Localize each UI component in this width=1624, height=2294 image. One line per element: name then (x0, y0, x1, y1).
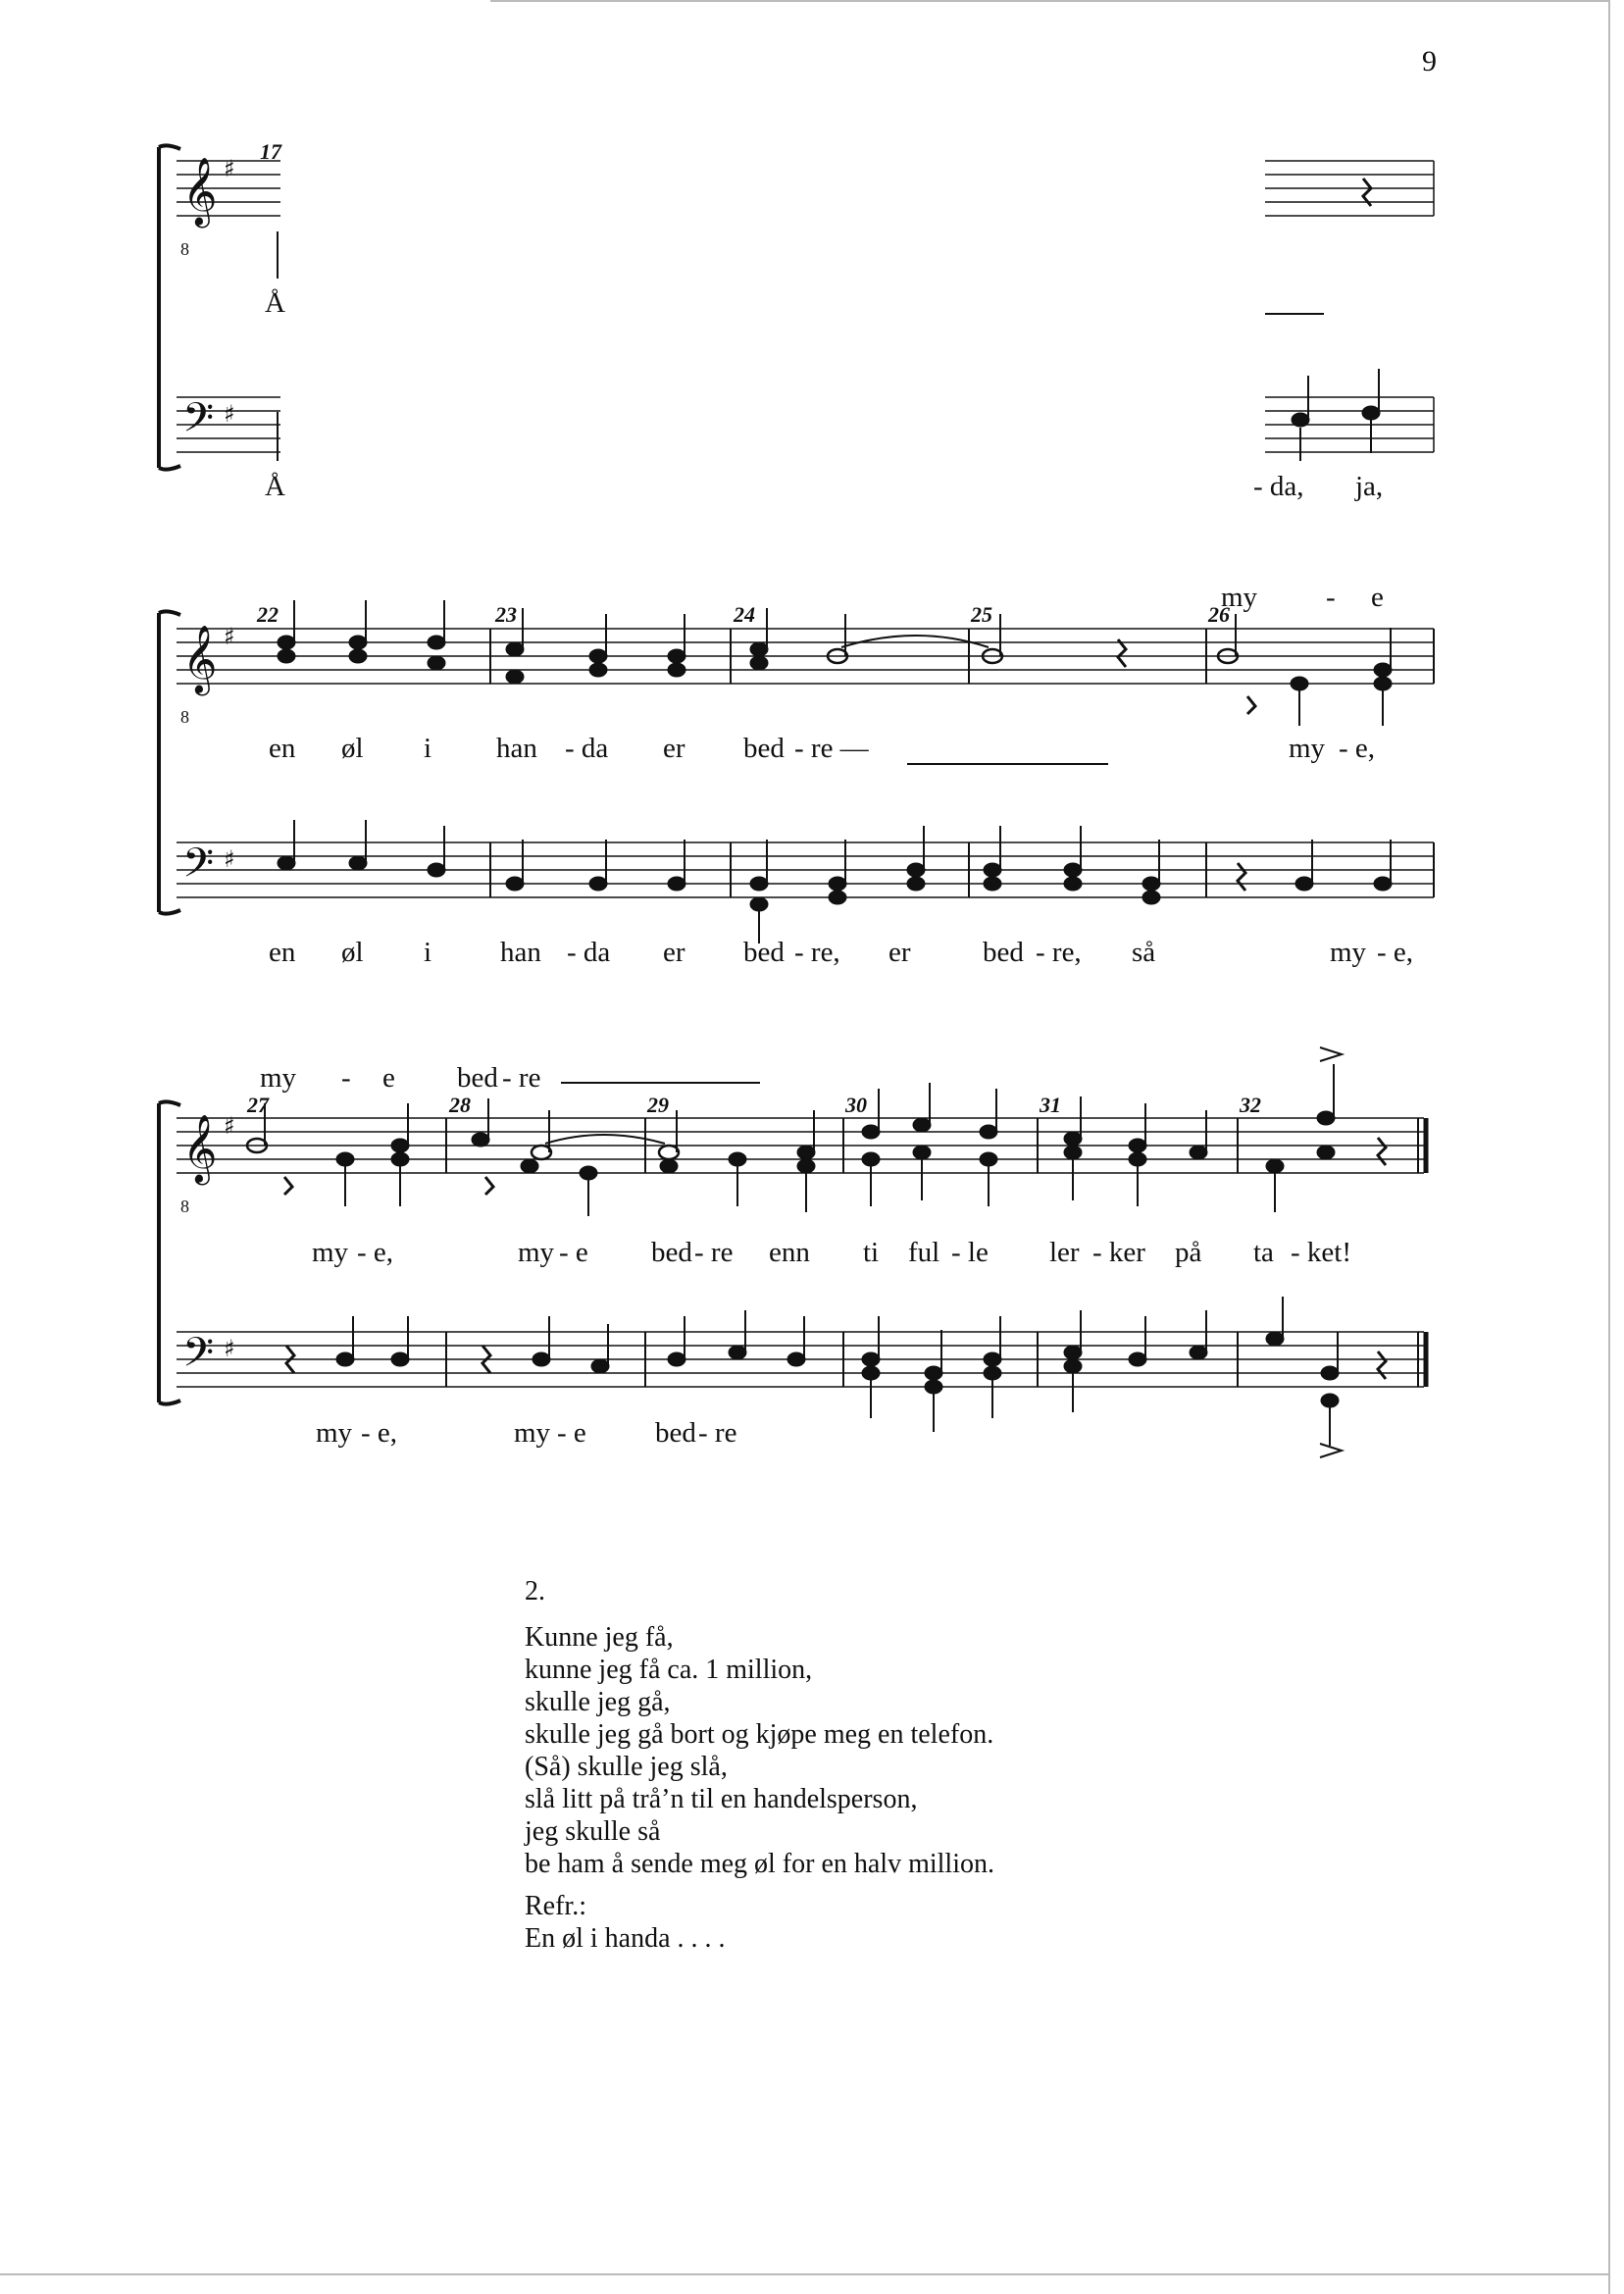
verse-line: Kunne jeg få, (525, 1622, 674, 1653)
lyric-above: - re (502, 1062, 541, 1094)
lyric: bed (651, 1237, 692, 1268)
lyric: - e, (1339, 733, 1376, 764)
measure-number: 22 (257, 602, 279, 627)
lyric: - e (559, 1237, 588, 1268)
measure-number: 17 (260, 139, 281, 164)
svg-text:𝄢: 𝄢 (182, 394, 215, 451)
lyric: - re, (794, 937, 840, 968)
verse-line: skulle jeg gå bort og kjøpe meg en telefon. (525, 1719, 994, 1750)
lyric: bed (655, 1417, 696, 1449)
half-notes-upper-3 (247, 1139, 679, 1159)
verse-line: skulle jeg gå, (525, 1687, 671, 1717)
svg-text:♯: ♯ (224, 1112, 235, 1140)
lyric: i (424, 937, 432, 968)
lyric: øl (341, 733, 364, 764)
lyric: - da (567, 937, 611, 968)
lyric-above: my (1221, 582, 1258, 613)
lyric: er (888, 937, 911, 968)
lyric: - da (565, 733, 609, 764)
lyric: Å (265, 287, 285, 319)
lyric: han (496, 733, 537, 764)
lyric: bed (983, 937, 1024, 968)
verse-line: kunne jeg få ca. 1 million, (525, 1655, 813, 1685)
measure-number: 23 (495, 602, 517, 627)
measure-number: 31 (1040, 1093, 1061, 1117)
lyric: my (1330, 937, 1367, 968)
accent (1320, 1047, 1342, 1061)
lyric: ler (1049, 1237, 1080, 1268)
page-number: 9 (1422, 45, 1437, 77)
svg-text:𝄞: 𝄞 (182, 157, 218, 226)
lyric-above: - (341, 1062, 351, 1094)
svg-text:𝄢: 𝄢 (182, 1329, 215, 1386)
lyric-above: - (1326, 582, 1336, 613)
stems-upper-3 (265, 1064, 1334, 1216)
lyric: - e, (1377, 937, 1414, 968)
clefs-system-2 (180, 623, 235, 896)
lyric: ti (863, 1237, 880, 1268)
lyric-above: bed (457, 1062, 498, 1094)
lyric: my (518, 1237, 555, 1268)
lyric: - da, (1253, 471, 1304, 502)
verse-line: (Så) skulle jeg slå, (525, 1752, 728, 1782)
lyric: en (269, 733, 296, 764)
lyric: - le (951, 1237, 989, 1268)
upper-lyrics-3 (312, 1237, 1351, 1268)
lower-lyrics-2 (269, 937, 1413, 968)
rest (286, 1346, 1386, 1379)
lyric-above: e (1371, 582, 1384, 613)
verse-2 (525, 1575, 994, 1955)
note (1292, 413, 1309, 427)
lyric: ja, (1355, 471, 1384, 502)
lyric: - re (694, 1237, 734, 1268)
lyric: my (316, 1417, 353, 1449)
system-bracket (159, 145, 180, 469)
system-2 (159, 600, 1434, 943)
verse-line: be ham å sende meg øl for en halv million. (525, 1849, 994, 1879)
lyric: i (424, 733, 432, 764)
lyric: er (663, 937, 685, 968)
refrain-label: Refr.: (525, 1891, 586, 1921)
lyric: en (269, 937, 296, 968)
measure-number: 25 (971, 602, 992, 627)
measure-number: 27 (247, 1093, 269, 1117)
lyric-above: e (382, 1062, 395, 1094)
svg-text:𝄢: 𝄢 (182, 840, 215, 896)
note (1362, 406, 1380, 420)
measure-number: 29 (647, 1093, 669, 1117)
lyric: - ket! (1291, 1237, 1351, 1268)
svg-text:𝄞: 𝄞 (182, 625, 218, 693)
tie (841, 636, 989, 647)
verse-number: 2. (525, 1576, 545, 1606)
verse-line: jeg skulle så (525, 1816, 661, 1847)
lyric: bed (743, 733, 785, 764)
lyric: my (312, 1237, 349, 1268)
svg-text:♯: ♯ (224, 1335, 235, 1362)
lyric: - ker (1092, 1237, 1145, 1268)
lyric: - e, (361, 1417, 398, 1449)
svg-text:𝄞: 𝄞 (182, 1114, 218, 1183)
tie (545, 1135, 665, 1144)
measure-number: 28 (449, 1093, 471, 1117)
lower-lyrics-3 (316, 1417, 736, 1449)
lyric: øl (341, 937, 364, 968)
svg-text:♯: ♯ (224, 845, 235, 873)
system-1 (159, 145, 1434, 469)
stems-lower-3 (353, 1297, 1338, 1446)
lyric: - e, (357, 1237, 394, 1268)
lyric: han (500, 937, 541, 968)
clefs-system-3 (180, 1112, 235, 1386)
clefs-system-1 (180, 155, 235, 451)
lyric: - re, (1036, 937, 1082, 968)
refrain-text: En øl i handa . . . . (525, 1923, 726, 1954)
lyric-above: my (260, 1062, 297, 1094)
lyric: bed (743, 937, 785, 968)
measure-number: 30 (845, 1093, 867, 1117)
svg-text:♯: ♯ (224, 400, 235, 428)
svg-text:8: 8 (180, 707, 189, 727)
verse-line: slå litt på trå’n til en handelsperson, (525, 1784, 918, 1814)
lyric: på (1175, 1237, 1202, 1268)
lyric: - re — (794, 733, 869, 764)
lyric: ful (908, 1237, 940, 1268)
lyric: enn (769, 1237, 810, 1268)
upper-lyrics-2 (269, 733, 1375, 764)
staff-lower (177, 397, 1434, 452)
lyric: Å (265, 471, 285, 502)
accent (1320, 1444, 1342, 1457)
lyric: my (1289, 733, 1326, 764)
lyric: my (514, 1417, 551, 1449)
lyric: - re (698, 1417, 737, 1449)
measure-number: 32 (1240, 1093, 1261, 1117)
svg-text:8: 8 (180, 1197, 189, 1216)
measure-number: 26 (1208, 602, 1230, 627)
svg-text:8: 8 (180, 239, 189, 259)
lyric: - e (557, 1417, 586, 1449)
svg-text:♯: ♯ (224, 623, 235, 650)
staff-upper (177, 161, 1434, 216)
lyric: ta (1253, 1237, 1274, 1268)
lyric: så (1132, 937, 1156, 968)
rest (1238, 863, 1245, 891)
measure-number: 24 (734, 602, 755, 627)
svg-text:♯: ♯ (224, 155, 235, 182)
lyric: er (663, 733, 685, 764)
